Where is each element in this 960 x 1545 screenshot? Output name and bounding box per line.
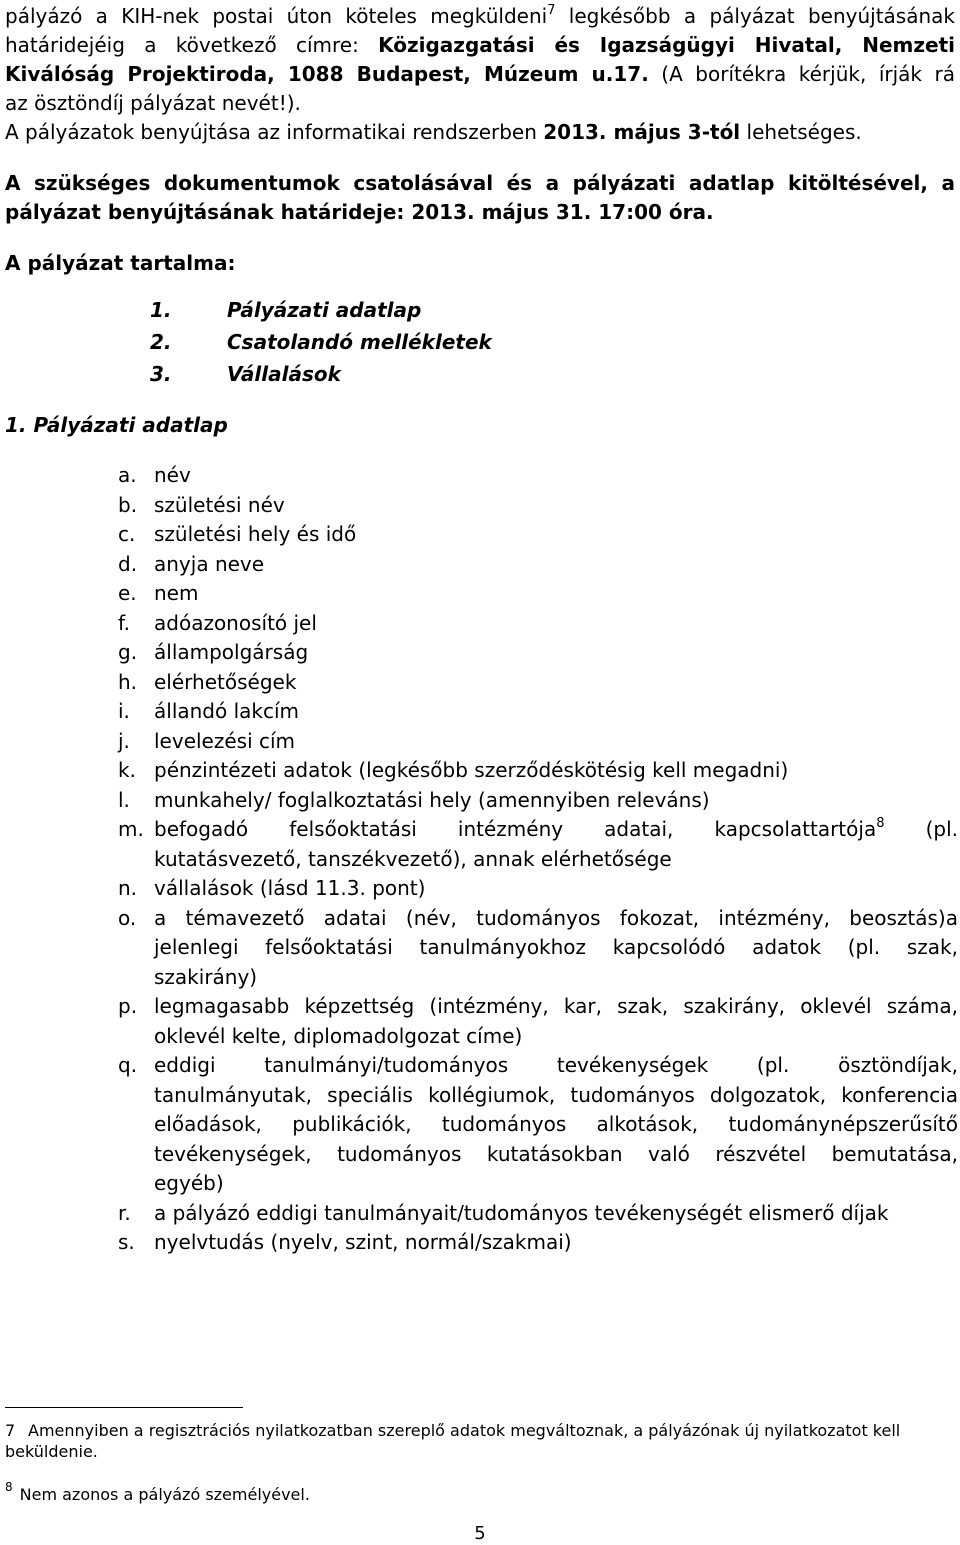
list-item-label: h. (118, 669, 138, 694)
list-item-label: a. (118, 463, 137, 487)
list-item-text: születési hely és idő (154, 522, 357, 546)
list-item-text: a témavezető adatai (név, tudományos fokozat, intézmény, beosztás)a (154, 905, 958, 930)
list-item-label: c. (118, 522, 136, 546)
list-item-label: s. (118, 1230, 135, 1254)
list-item-text: elérhetőségek (154, 669, 297, 694)
list-item (118, 727, 958, 757)
list-item-label: l. (118, 787, 130, 812)
list-item (118, 638, 958, 668)
list-item-text: előadások, publikációk, tudományos alkotások, tudománynépszerűsítő (154, 1112, 958, 1136)
list-item-text: anyja neve (154, 551, 265, 576)
contents-item: 3. Vállalások (150, 362, 341, 386)
list-item-label: r. (118, 1200, 131, 1225)
list-item-text: eddigi tanulmányi/tudományos tevékenységek (pl. ösztöndíjak, (154, 1053, 958, 1077)
footnote-7: 7 Amennyiben a regisztrációs nyilatkozatban szereplő adatok megváltoznak, a pályázónak új nyilatkozatot kell beküldenie. (5, 1421, 901, 1461)
footnote-separator (5, 1407, 243, 1408)
form-fields-list (118, 461, 958, 1258)
footnote-ref-8[interactable]: 8 (876, 816, 885, 832)
list-item-text: születési név (154, 492, 285, 517)
list-item-text: állandó lakcím (154, 699, 300, 723)
list-item-label: d. (118, 551, 138, 576)
list-item-text: adóazonosító jel (154, 610, 317, 635)
list-item-label: e. (118, 581, 137, 605)
list-item-label: m. (118, 817, 144, 841)
contents-item: 2. Csatolandó mellékletek (150, 330, 492, 354)
list-item-text: tanulmányutak, speciális kollégiumok, tudományos dolgozatok, konferencia (154, 1082, 958, 1107)
list-item (118, 491, 958, 521)
list-item-text: legmagasabb képzettség (intézmény, kar, szak, szakirány, oklevél száma, (154, 994, 958, 1018)
list-item-label: b. (118, 492, 138, 517)
list-item-text: tevékenységek, tudományos kutatásokban való részvétel bemutatása, (154, 1141, 958, 1166)
contents-item: 1. Pályázati adatlap (150, 298, 422, 322)
list-item-text: szakirány) (154, 964, 258, 989)
contents-heading: A pályázat tartalma: (5, 251, 236, 275)
intro-line-3: Kiválóság Projektiroda, 1088 Budapest, Múzeum u.17. (A borítékra kérjük, írják rá (5, 62, 955, 86)
list-item-text: munkahely/ foglalkoztatási hely (amennyiben releváns) (154, 787, 710, 812)
intro-line-1: pályázó a KIH-nek postai úton köteles megküldeni$^7$ legkésőbb a pályázat benyújtásának (5, 3, 955, 28)
list-item (118, 697, 958, 727)
list-item (118, 874, 958, 904)
list-item (118, 520, 958, 550)
contents-list (150, 294, 492, 390)
list-item (118, 461, 958, 491)
deadline-line-1: A szükséges dokumentumok csatolásával és a pályázati adatlap kitöltésével, a (5, 171, 955, 195)
list-item-text: vállalások (lásd 11.3. pont) (154, 876, 426, 900)
list-item (118, 579, 958, 609)
list-item (118, 1199, 958, 1229)
list-item (118, 786, 958, 816)
list-item-text: név (154, 463, 191, 487)
list-item-label: j. (118, 728, 130, 753)
submission-start-paragraph: A pályázatok benyújtása az informatikai rendszerben 2013. május 3-tól lehetséges. (5, 120, 862, 144)
list-item-text: a pályázó eddigi tanulmányait/tudományos tevékenységét elismerő díjak (154, 1200, 889, 1225)
list-item (118, 756, 958, 786)
list-item (118, 668, 958, 698)
page-number: 5 (474, 1523, 486, 1544)
list-item-text: befogadó felsőoktatási intézmény adatai, kapcsolattartója$^8$ (pl. (154, 816, 958, 841)
intro-line-4: az ösztöndíj pályázat nevét!). (5, 91, 301, 115)
list-item (118, 1228, 958, 1258)
list-item (118, 815, 958, 874)
list-item-label: n. (118, 876, 138, 900)
list-item-text: pénzintézeti adatok (legkésőbb szerződéskötésig kell megadni) (154, 758, 789, 782)
list-item-text: levelezési cím (154, 728, 296, 753)
footnote-ref-7[interactable]: 7 (547, 3, 556, 19)
list-item-label: g. (118, 640, 138, 664)
list-item-label: f. (118, 610, 130, 635)
footnote-8: $^8$ Nem azonos a pályázó személyével. (5, 1479, 310, 1504)
list-item-label: o. (118, 905, 137, 930)
list-item (118, 609, 958, 639)
list-item-label: p. (118, 994, 138, 1018)
list-item-text: nyelvtudás (nyelv, szint, normál/szakmai) (154, 1230, 572, 1254)
list-item-text: nem (154, 581, 199, 605)
list-item-text: oklevél kelte, diplomadolgozat címe) (154, 1023, 523, 1048)
section-heading: 1. Pályázati adatlap (5, 413, 228, 437)
list-item-text: jelenlegi felsőoktatási tanulmányokhoz kapcsolódó adatok (pl. szak, (154, 935, 958, 959)
list-item-label: i. (118, 699, 130, 723)
list-item-text: egyéb) (154, 1171, 224, 1195)
list-item-label: q. (118, 1053, 138, 1077)
list-item (118, 992, 958, 1051)
intro-line-2: határidejéig a következő címre: Közigazgatási és Igazságügyi Hivatal, Nemzeti (5, 33, 955, 57)
deadline-line-2: pályázat benyújtásának határideje: 2013. május 31. 17:00 óra. (5, 200, 714, 224)
list-item (118, 1051, 958, 1199)
list-item-label: k. (118, 758, 136, 782)
list-item (118, 550, 958, 580)
list-item-text: állampolgárság (154, 640, 309, 664)
list-item-text: kutatásvezető, tanszékvezető), annak elérhetősége (154, 846, 672, 871)
list-item (118, 904, 958, 993)
